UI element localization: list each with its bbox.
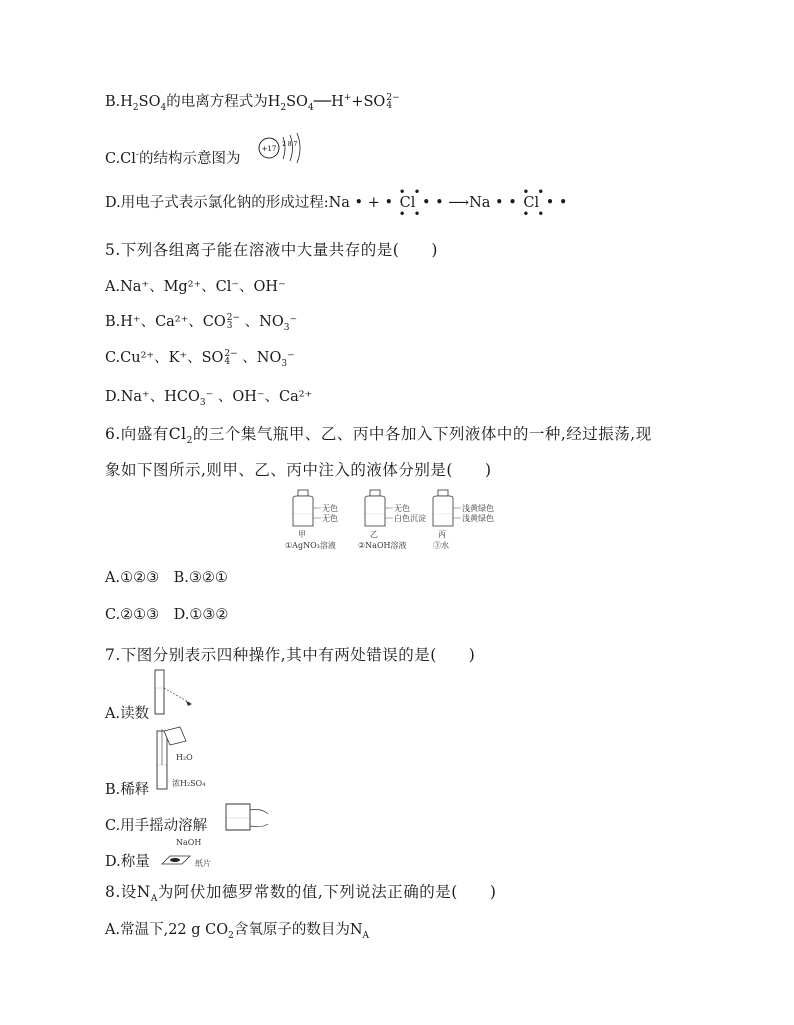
bottle-1-top-label: 无色 [322, 504, 338, 513]
chlorine-dot-symbol: • • Cl • • [522, 185, 547, 221]
charge-number: 2 [224, 349, 231, 359]
option-c-structure [105, 149, 240, 169]
graduated-cylinder-reading-figure [150, 668, 200, 716]
subscript: 3 [199, 397, 206, 408]
superscript: − [392, 93, 400, 104]
shell-arc-3 [297, 133, 300, 163]
hand-swirl-figure [222, 798, 272, 834]
option-text: ⁻ 、OH⁻、Ca²⁺ [205, 389, 313, 405]
question-7-option-a: A.读数 [105, 706, 150, 722]
question-5-stem: 5.下列各组离子能在溶液中大量共存的是( ) [105, 241, 438, 259]
bottle-1-name: 甲 [298, 530, 306, 539]
bottle-1 [293, 490, 321, 526]
paper-label: 纸片 [195, 859, 211, 868]
bottle-3-name: 丙 [438, 530, 446, 539]
formula-text: SO [286, 94, 308, 110]
superscript: − [230, 349, 238, 360]
weighing-figure [160, 850, 200, 870]
charge-number: 2 [226, 313, 233, 323]
concentrated-acid-label: 浓H₂SO₄ [172, 779, 206, 788]
question-6-stem-line-2: 象如下图所示,则甲、乙、丙中注入的液体分别是( ) [105, 461, 492, 479]
element-symbol: Cl [399, 195, 416, 211]
statement-text: • • [545, 195, 568, 211]
question-8-option-a [105, 920, 369, 940]
stem-text: 为阿伏加德罗常数的值,下列说法正确的是( ) [157, 883, 497, 901]
statement-text: C.Cl [105, 151, 136, 167]
formula-text: +SO [351, 94, 386, 110]
stem-text: 6.向盛有Cl [105, 425, 187, 443]
subscript: 2 [280, 102, 287, 113]
liquid-3-label: ③水 [433, 541, 449, 550]
bottle-1-bottom-label: 无色 [322, 514, 338, 523]
bottle-3 [433, 490, 461, 526]
question-7-option-c: C.用手摇动溶解 [105, 818, 208, 834]
bottle-2-top-label: 无色 [394, 504, 410, 513]
question-7-option-b: B.稀释 [105, 782, 150, 798]
option-text: 含氧原子的数目为N [233, 922, 363, 938]
question-5-option-b [105, 312, 297, 332]
option-text: 、NO [237, 350, 282, 366]
subscript: 4 [224, 357, 231, 367]
question-6-stem-line-1 [105, 424, 652, 447]
option-text: ⁻ [287, 350, 295, 366]
subscript: 2 [228, 930, 234, 941]
shell-arc-2 [290, 135, 293, 161]
water-label: H₂O [176, 753, 193, 762]
equation-arrow: ── [313, 94, 332, 110]
naoh-label: NaOH [176, 838, 202, 847]
nucleus-charge: +17 [261, 145, 277, 153]
shell-electrons: 2 8 7 [282, 141, 298, 148]
bottle-3-bottom-label: 浅黄绿色 [462, 514, 494, 523]
stem-text: 的三个集气瓶甲、乙、丙中各加入下列液体中的一种,经过振荡,现 [192, 425, 652, 443]
superscript: + [343, 93, 352, 104]
subscript: 3 [226, 321, 233, 331]
subscript: 4 [160, 102, 167, 113]
subscript: 2 [132, 102, 139, 113]
bottle-3-top-label: 浅黄绿色 [462, 504, 494, 513]
question-5-option-d [105, 387, 312, 407]
subscript: A [362, 930, 370, 941]
option-text: ⁻ [289, 314, 298, 330]
option-b-ionization [105, 92, 400, 112]
subscript: 4 [386, 101, 393, 111]
question-7-stem: 7.下图分别表示四种操作,其中有两处错误的是( ) [105, 646, 476, 664]
formula-text: H [331, 94, 344, 110]
element-symbol: Cl [523, 195, 540, 211]
statement-text: 的电离方程式为H [166, 94, 281, 110]
superscript: - [135, 150, 139, 161]
atom-structure-diagram [258, 133, 308, 167]
question-6-options-ab: A.①②③ B.③②① [105, 570, 228, 586]
statement-text: 的结构示意图为 [138, 151, 241, 167]
bottle-2-name: 乙 [370, 530, 378, 539]
subscript: 2 [186, 436, 193, 447]
option-text: D.Na⁺、HCO [105, 389, 200, 405]
gas-bottles-figure [285, 488, 515, 560]
subscript: 3 [281, 358, 288, 369]
liquid-1-label: ①AgNO₃溶液 [285, 541, 336, 550]
option-text: C.Cu²⁺、K⁺、SO [105, 350, 224, 366]
question-8-stem [105, 882, 497, 905]
question-7-option-d: D.称量 [105, 854, 150, 870]
statement-text: • • ⟶Na • • [421, 195, 517, 211]
superscript: − [232, 313, 241, 324]
statement-text: D.用电子式表示氯化钠的形成过程:Na • + • [105, 195, 394, 211]
bottle-2 [365, 490, 393, 526]
formula-text: H [120, 94, 133, 110]
subscript: 3 [283, 322, 290, 333]
liquid-2-label: ②NaOH溶液 [358, 541, 407, 550]
subscript: A [150, 894, 158, 905]
option-text: 、NO [240, 314, 284, 330]
option-text: A.常温下,22 g CO [105, 922, 229, 938]
question-5-option-c [105, 348, 295, 368]
option-d-electron-formula [105, 185, 568, 221]
question-6-options-cd: C.②①③ D.①③② [105, 607, 229, 623]
stem-text: 8.设N [105, 883, 151, 901]
bottle-2-bottom-label: 白色沉淀 [394, 514, 426, 523]
charge-number: 2 [386, 93, 393, 103]
option-text: B.H⁺、Ca²⁺、CO [105, 314, 226, 330]
formula-text: SO [138, 94, 161, 110]
option-label: B. [105, 94, 121, 110]
chlorine-dot-symbol: • • Cl • • [398, 185, 423, 221]
subscript: 4 [307, 102, 314, 113]
question-5-option-a: A.Na⁺、Mg²⁺、Cl⁻、OH⁻ [105, 279, 286, 295]
